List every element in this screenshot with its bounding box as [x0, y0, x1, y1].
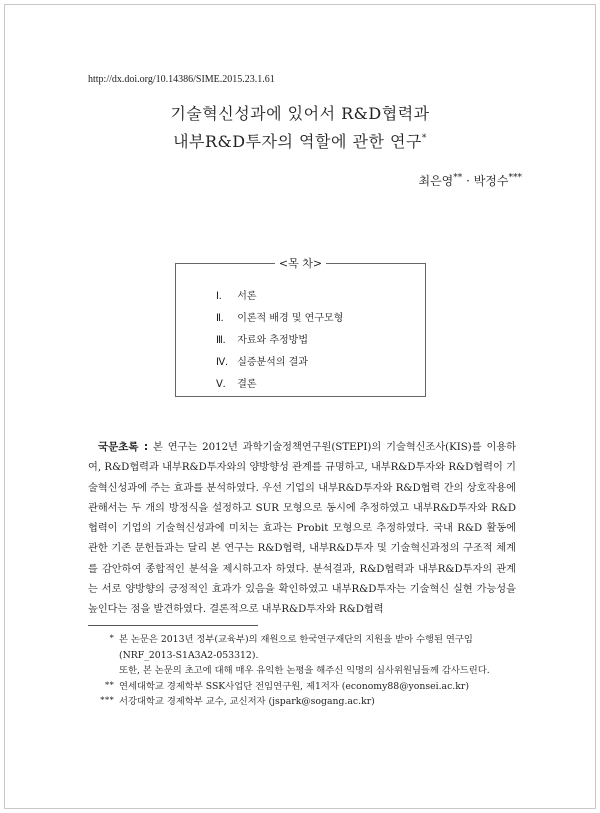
- author-name: 최은영: [418, 174, 454, 188]
- footnote-divider: [88, 625, 258, 626]
- toc-item-label: 이론적 배경 및 연구모형: [237, 313, 344, 324]
- paper-title-line2-text: 내부R&D투자의 역할에 관한 연구: [173, 132, 422, 151]
- paper-title-line1: 기술혁신성과에 있어서 R&D협력과: [170, 104, 430, 123]
- footnote-mark: **: [104, 680, 114, 691]
- doi-link[interactable]: http://dx.doi.org/10.14386/SIME.2015.23.1.61: [88, 74, 275, 85]
- footnote-text: 또한, 본 논문의 초고에 대해 매우 유익한 논평을 해주신 익명의 심사위원님들께 감사드린다.: [119, 665, 490, 677]
- abstract-label: 국문초록 :: [98, 441, 149, 453]
- toc-heading: <목 차>: [176, 255, 425, 271]
- title-footnote-mark: *: [421, 133, 427, 144]
- footnote: [88, 694, 518, 710]
- korean-abstract: [88, 437, 516, 621]
- abstract-text: 본 연구는 2012년 과학기술정책연구원(STEPI)의 기술혁신조사(KIS)를 이용하여, R&D협력과 내부R&D투자와의 양방향성 관계를 규명하고, 내부R&D투자와 R&D협력이 기술혁신성과에 주는 효과를 분석하였다. 우선 기업의 내부R&D투자와 R&D협력 간의 상호작용에 관해서는 두 개의 방정식을 설정하고 SUR 모형으로 동시에 추정하였고 내부R&D투자와 R&D협력이 기업의 기술혁신성과에 미치는 효과는 Probit 모형으로 추정하였다. 국내 R&D 활동에 관한 기존 문헌들과는 달리 본 연구는 R&D협력, 내부R&D투자 및 기술혁신과정의 구조적 체계를 감안하여 종합적인 분석을 제시하고자 하였다. 분석결과, R&D협력과 내부R&D투자의 관계는 서로 양방향의 긍정적인 효과가 있음을 확인하였고 내부R&D투자는 기술혁신 실현 가능성을 높인다는 점을 발견하였다. 결론적으로 내부R&D투자와 R&D협력: [88, 442, 517, 616]
- toc-item-number: Ⅱ.: [216, 313, 224, 324]
- footnote: [88, 632, 518, 679]
- author-separator: ·: [462, 174, 474, 188]
- toc-item-number: Ⅰ.: [216, 291, 222, 302]
- toc-item: [216, 286, 343, 308]
- toc-item-number: Ⅴ.: [216, 379, 226, 390]
- toc-item-number: Ⅳ.: [216, 357, 228, 368]
- footnote-body: [119, 632, 518, 679]
- toc-item-label: 자료와 추정방법: [237, 335, 308, 346]
- footnote-text: 서강대학교 경제학부 교수, 교신저자 (jspark@sogang.ac.kr): [119, 696, 375, 708]
- footnote-mark: *: [109, 634, 114, 644]
- toc-item-label: 실증분석의 결과: [237, 357, 308, 368]
- toc-item: [216, 330, 343, 352]
- author-list: [418, 172, 522, 189]
- footnote: [88, 679, 518, 695]
- toc-item: [216, 352, 343, 374]
- footnote-text: 본 논문은 2013년 정부(교육부)의 재원으로 한국연구재단의 지원을 받아 수행된 연구임 (NRF_2013-S1A3A2-053312).: [119, 634, 473, 661]
- author-footnote-mark: ***: [508, 173, 522, 183]
- toc-list: [216, 286, 343, 396]
- toc-item: [216, 374, 343, 396]
- footnote-mark: ***: [100, 696, 114, 707]
- toc-item-number: Ⅲ.: [216, 335, 226, 346]
- author-footnote-mark: **: [453, 173, 463, 183]
- toc-item-label: 서론: [237, 291, 257, 302]
- table-of-contents: [175, 257, 426, 397]
- author-name: 박정수: [473, 174, 509, 188]
- footnote-text: 연세대학교 경제학부 SSK사업단 전임연구원, 제1저자 (economy88@yonsei.ac.kr): [119, 680, 469, 692]
- paper-title-line2: [0, 129, 600, 155]
- footnotes: [88, 632, 518, 710]
- toc-item: [216, 308, 343, 330]
- toc-item-label: 결론: [237, 379, 257, 390]
